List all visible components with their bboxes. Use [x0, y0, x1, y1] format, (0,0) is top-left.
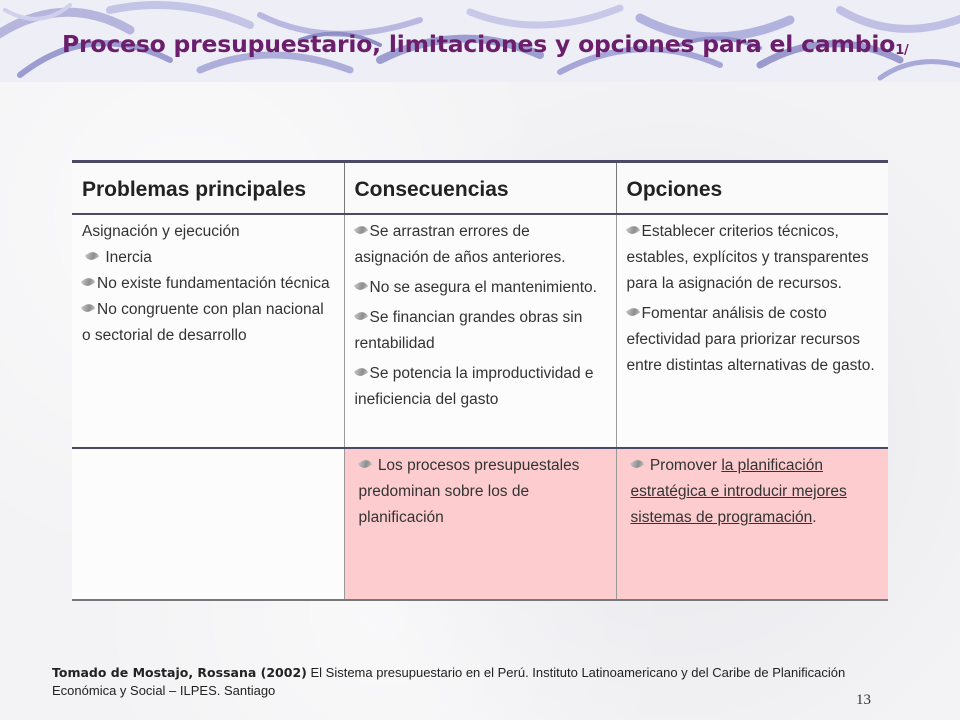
slide-title-text: Proceso presupuestario, limitaciones y opciones para el cambio: [62, 30, 896, 58]
source-author: Tomado de Mostajo, Rossana (2002): [52, 665, 307, 680]
list-item-text: Fomentar análisis de costo efectividad para priorizar recursos entre distintas alternativas de gasto.: [626, 305, 875, 374]
list-item: [82, 271, 335, 297]
list-item-text: Establecer criterios técnicos, estables, explícitos y transparentes para la asignación de recursos.: [626, 223, 869, 292]
list-item: [82, 297, 335, 349]
list-item: [627, 301, 880, 379]
trailing-period: .: [812, 509, 817, 526]
problemas-intro: Asignación y ejecución: [82, 223, 240, 240]
leaf-bullet-icon: [85, 250, 99, 263]
title-footnote: 1/: [895, 43, 909, 58]
opciones-cell: [616, 214, 888, 448]
table-header-row: [72, 162, 888, 215]
list-item-text: Inercia: [105, 249, 152, 266]
list-item-text: Se potencia la improductividad e ineficiencia del gasto: [354, 365, 594, 408]
leaf-bullet-icon: [357, 458, 371, 471]
list-item-text: No se asegura el mantenimiento.: [369, 279, 597, 296]
opciones-highlight-cell: [616, 448, 888, 600]
budget-table-container: [72, 160, 888, 601]
underlined-text: la planificación estratégica e introducir mejores sistemas de programación: [630, 457, 847, 526]
source-citation: [52, 664, 892, 700]
promover-text: Promover: [649, 457, 722, 474]
empty-cell: [72, 448, 344, 600]
page-number: 13: [856, 692, 871, 708]
leaf-bullet-icon: [625, 306, 639, 319]
list-item-text: No existe fundamentación técnica: [97, 275, 330, 292]
table-row: [72, 214, 888, 448]
list-item: [82, 245, 335, 271]
list-item: [355, 453, 607, 531]
list-item: [355, 361, 607, 413]
consecuencias-highlight-cell: [344, 448, 616, 600]
list-item: [627, 219, 880, 297]
leaf-bullet-icon: [353, 224, 367, 237]
budget-table: [72, 160, 888, 601]
list-item-text: Se arrastran errores de asignación de años anteriores.: [354, 223, 566, 266]
list-item: [355, 305, 607, 357]
table-row: [72, 448, 888, 600]
header-opciones: Opciones: [616, 162, 888, 215]
list-item-text: Los procesos presupuestales predominan sobre los de planificación: [358, 457, 580, 526]
leaf-bullet-icon: [353, 310, 367, 323]
leaf-bullet-icon: [353, 366, 367, 379]
source-text: El Sistema presupuestario en el Perú. Instituto Latinoamericano y del Caribe de Planificación Económica y Social – ILPES. Santiago: [52, 665, 846, 698]
list-item: [355, 219, 607, 271]
leaf-bullet-icon: [629, 458, 643, 471]
header-consecuencias: Consecuencias: [344, 162, 616, 215]
consecuencias-cell: [344, 214, 616, 448]
list-item: [355, 275, 607, 301]
list-item: [627, 453, 880, 531]
slide-title: [62, 30, 909, 58]
list-item-text: Se financian grandes obras sin rentabilidad: [354, 309, 583, 352]
leaf-bullet-icon: [81, 276, 95, 289]
problemas-cell: [72, 214, 344, 448]
leaf-bullet-icon: [81, 302, 95, 315]
list-item-text: No congruente con plan nacional o sectorial de desarrollo: [82, 301, 324, 344]
leaf-bullet-icon: [625, 224, 639, 237]
leaf-bullet-icon: [353, 280, 367, 293]
header-problemas: Problemas principales: [72, 162, 344, 215]
